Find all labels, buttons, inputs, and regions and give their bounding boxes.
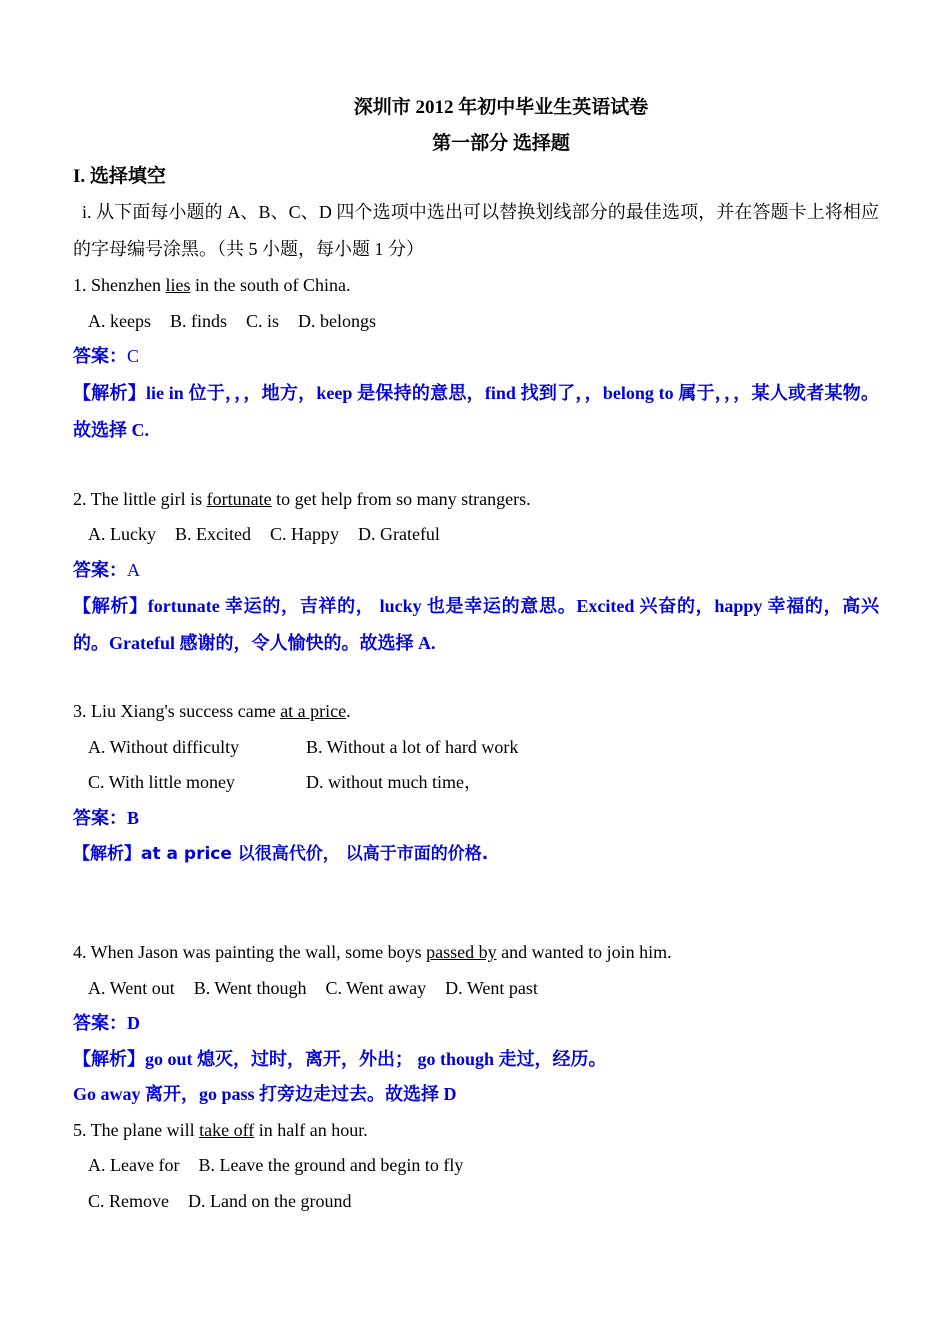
option-b: B. Leave the ground and begin to fly <box>198 1155 464 1175</box>
stem-text: to get help from so many strangers. <box>271 488 531 509</box>
answer-label: 答案： <box>73 807 127 828</box>
question-4-analysis-line-2: Go away 离开，go pass 打旁边走过去。故选择 D <box>73 1084 457 1104</box>
option-c: C. Remove <box>88 1190 169 1211</box>
spacer <box>73 449 879 482</box>
answer-label: 答案： <box>73 1013 127 1033</box>
exam-page <box>73 93 879 1219</box>
option-b: B. Without a lot of hard work <box>306 736 519 757</box>
exam-title: 深圳市 2012 年初中毕业生英语试卷 <box>353 97 649 118</box>
question-4-answer <box>73 1006 879 1042</box>
question-5-options-row-1 <box>73 1148 879 1184</box>
underlined-phrase: passed by <box>426 942 497 962</box>
question-1-analysis: 【解析】lie in 位于，，，地方，keep 是保持的意思，find 找到了，，belong to 属于，，，某人或者某物。故选择 C. <box>73 382 879 440</box>
underlined-phrase: lies <box>165 275 191 295</box>
question-3-stem <box>73 694 879 730</box>
answer-value: B <box>127 807 140 828</box>
option-c: C. Happy <box>269 524 339 544</box>
stem-text: 2. The little girl is <box>73 488 207 509</box>
question-4-analysis-line-1: 【解析】go out 熄灭，过时，离开，外出； go though 走过，经历。 <box>73 1048 607 1069</box>
underlined-phrase: take off <box>199 1119 255 1140</box>
option-b: B. finds <box>169 310 227 331</box>
question-3-options-row-2 <box>73 765 879 801</box>
spacer <box>73 662 879 694</box>
question-1-answer <box>73 339 879 375</box>
question-3-answer <box>73 801 879 837</box>
answer-value: A <box>127 559 140 580</box>
option-d: D. belongs <box>298 310 377 331</box>
question-2-analysis: 【解析】fortunate 幸运的，吉祥的， lucky 也是幸运的意思。Excited 兴奋的，happy 幸福的，高兴的。Grateful 感谢的，令人愉快的。故选择 A. <box>73 596 879 653</box>
option-d: D. Grateful <box>357 524 440 544</box>
option-a: A. Leave for <box>88 1155 180 1175</box>
question-1-options <box>73 304 879 340</box>
stem-text: 4. When Jason was painting the wall, some boys <box>73 942 427 962</box>
option-a: A. keeps <box>88 310 151 331</box>
option-b: B. Excited <box>174 524 251 544</box>
answer-value: C <box>127 346 140 366</box>
option-a: A. Went out <box>88 977 175 998</box>
question-4-stem <box>73 935 879 971</box>
question-1-stem <box>73 268 879 304</box>
option-d: D. Went past <box>445 977 538 998</box>
option-a: A. Without difficulty <box>88 736 240 757</box>
question-3-analysis: 【解析】at a price 以很高代价， 以高于市面的价格. <box>73 844 489 864</box>
part-title: 第一部分 选择题 <box>432 133 570 154</box>
answer-label: 答案： <box>73 559 127 580</box>
question-5-stem <box>73 1113 879 1149</box>
section-instruction: i. 从下面每小题的 A、B、C、D 四个选项中选出可以替换划线部分的最佳选项，并在答题卡上将相应的字母编号涂黑。（共 5 小题，每小题 1 分） <box>73 202 879 259</box>
stem-text: in the south of China. <box>190 275 351 295</box>
option-d: D. Land on the ground <box>188 1190 352 1211</box>
option-b: B. Went though <box>193 977 307 998</box>
question-2-answer <box>73 553 879 589</box>
spacer <box>73 873 879 935</box>
question-3-options-row-1 <box>73 730 879 766</box>
stem-text: 5. The plane will <box>73 1119 200 1140</box>
question-2-stem <box>73 482 879 518</box>
stem-text: 1. Shenzhen <box>73 275 166 295</box>
stem-text: . <box>346 701 351 721</box>
question-2-options <box>73 517 879 553</box>
option-a: A. Lucky <box>88 524 156 544</box>
stem-text: and wanted to join him. <box>496 942 672 962</box>
option-c: C. Went away <box>325 977 427 998</box>
underlined-phrase: at a price <box>280 701 347 721</box>
question-4-options <box>73 971 879 1007</box>
answer-label: 答案： <box>73 346 127 366</box>
question-5-options-row-2 <box>73 1184 879 1220</box>
answer-value: D <box>127 1013 140 1033</box>
stem-text: in half an hour. <box>254 1119 368 1140</box>
option-c: C. is <box>246 310 280 331</box>
section-heading: I. 选择填空 <box>73 166 166 187</box>
option-c: C. With little money <box>88 772 235 792</box>
stem-text: 3. Liu Xiang's success came <box>73 701 281 721</box>
underlined-phrase: fortunate <box>206 488 272 509</box>
option-d: D. without much time， <box>306 772 482 792</box>
